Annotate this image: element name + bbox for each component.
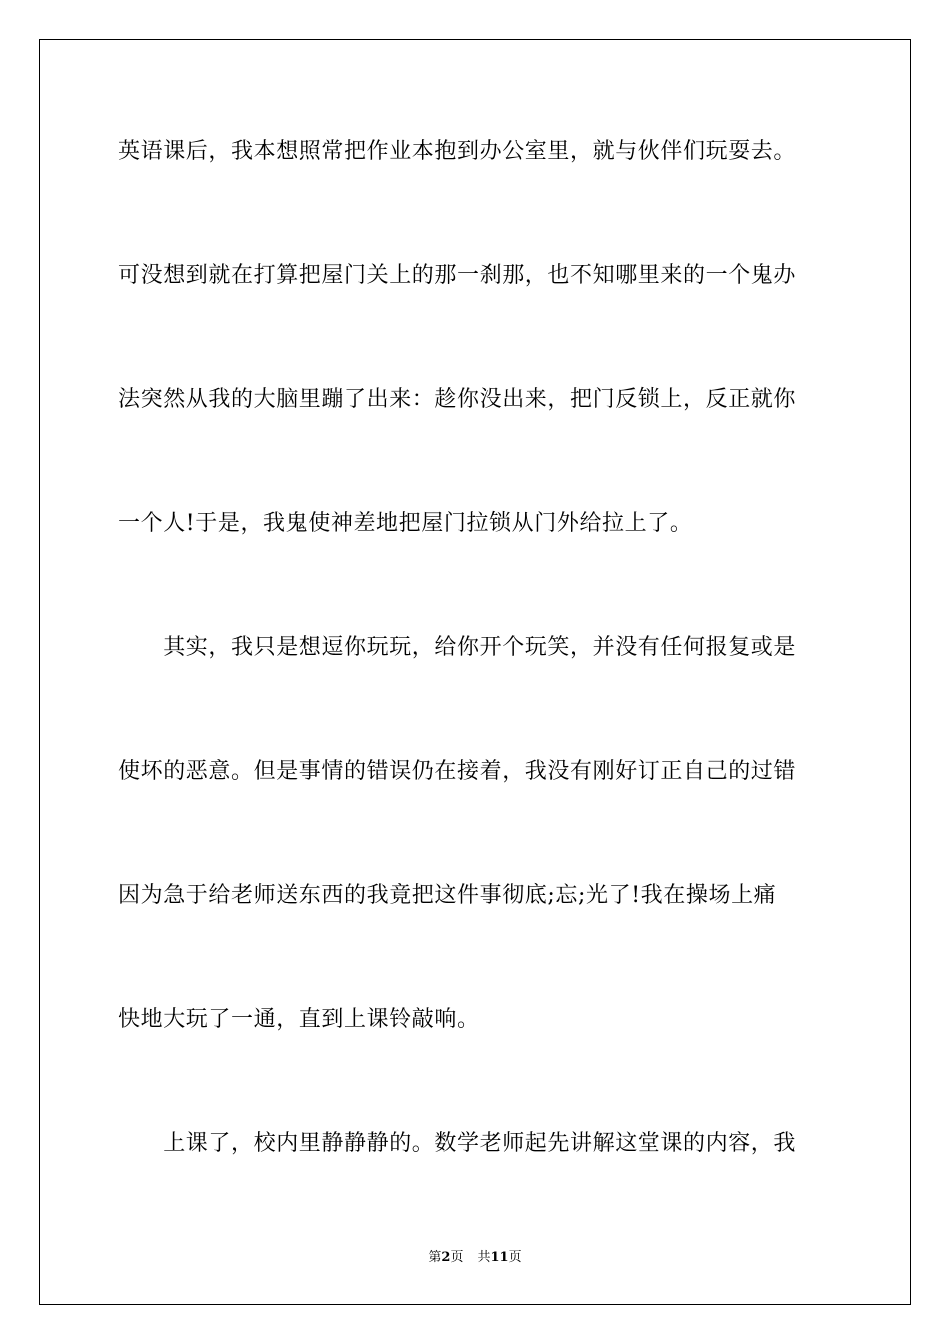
- page-border: [39, 39, 911, 1305]
- footer-page-suffix: 页: [450, 1250, 464, 1265]
- body-line-3: 法突然从我的大脑里蹦了出来：趁你没出来，把门反锁上，反正就你: [118, 387, 797, 412]
- body-line-1: 英语课后，我本想照常把作业本抱到办公室里，就与伙伴们玩耍去。: [118, 139, 797, 164]
- body-line-5: 其实，我只是想逗你玩玩，给你开个玩笑，并没有任何报复或是: [118, 635, 797, 660]
- body-line-6: 使坏的恶意。但是事情的错误仍在接着，我没有刚好订正自己的过错: [118, 759, 797, 784]
- body-line-7: 因为急于给老师送东西的我竟把这件事彻底;忘;光了!我在操场上痛: [118, 883, 777, 908]
- footer-total-suffix: 页: [508, 1250, 522, 1265]
- body-line-9: 上课了，校内里静静静的。数学老师起先讲解这堂课的内容，我: [118, 1131, 797, 1156]
- body-line-4: 一个人!于是，我鬼使神差地把屋门拉锁从门外给拉上了。: [118, 511, 693, 536]
- body-line-8: 快地大玩了一通，直到上课铃敲响。: [118, 1007, 480, 1032]
- footer-page-prefix: 第: [428, 1250, 442, 1265]
- page-footer: [0, 1250, 950, 1266]
- body-line-2: 可没想到就在打算把屋门关上的那一刹那，也不知哪里来的一个鬼办: [118, 263, 797, 288]
- footer-total-pages: 11: [490, 1250, 509, 1265]
- footer-total-prefix: 共: [477, 1250, 491, 1265]
- footer-page-number: 2: [441, 1250, 451, 1265]
